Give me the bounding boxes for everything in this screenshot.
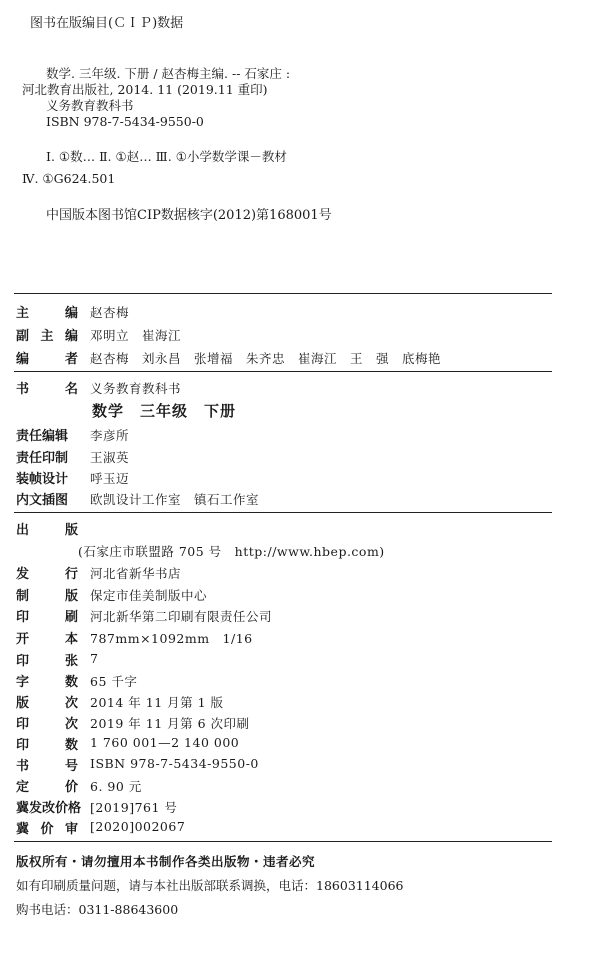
value-edition: 2014 年 11 月第 1 版 (90, 695, 224, 710)
cip-heading: 图书在版编目(ＣＩＰ)数据 (30, 16, 184, 31)
label-responsible-editor: 责任编辑 (16, 429, 69, 444)
value-compilers: 赵杏梅 刘永昌 张增福 朱齐忠 崔海江 王 强 底梅艳 (90, 351, 442, 366)
value-chief-editor: 赵杏梅 (90, 305, 130, 320)
label-distribution: 发 行 (16, 567, 78, 582)
value-book-number: ISBN 978-7-5434-9550-0 (90, 756, 259, 771)
label-impression: 印 次 (16, 717, 78, 732)
label-deputy-editor: 副 主 编 (16, 329, 78, 344)
value-responsible-editor: 李彦所 (90, 428, 130, 443)
value-illustration: 欧凯设计工作室 镇石工作室 (90, 492, 260, 507)
cip-line-2: 河北教育出版社, 2014. 11 (2019.11 重印) (22, 82, 268, 97)
value-print-run: 1 760 001—2 140 000 (90, 735, 240, 750)
label-platemaking: 制 版 (16, 589, 78, 604)
label-illustration: 内文插图 (16, 493, 69, 508)
label-chief-editor: 主 编 (16, 306, 78, 321)
label-print-run: 印 数 (16, 738, 78, 753)
value-price: 6. 90 元 (90, 779, 142, 794)
label-word-count: 字 数 (16, 675, 78, 690)
label-format: 开 本 (16, 632, 78, 647)
cip-line-4: ISBN 978-7-5434-9550-0 (46, 114, 204, 129)
label-price-approval: 冀发改价格 (16, 801, 82, 816)
value-responsible-printing: 王淑英 (90, 450, 130, 465)
cip-line-5: Ⅰ. ①数… Ⅱ. ①赵… Ⅲ. ①小学数学课－教材 (46, 149, 287, 164)
value-cover-design: 呼玉迈 (90, 471, 130, 486)
label-price: 定 价 (16, 780, 78, 795)
book-title: 数学 三年级 下册 (92, 402, 237, 420)
value-sheets: 7 (90, 651, 99, 666)
value-price-approval: [2019]761 号 (90, 800, 178, 815)
divider-3 (14, 512, 552, 513)
cip-line-7: 中国版本图书馆CIP数据核字(2012)第168001号 (46, 208, 332, 223)
cip-line-3: 义务教育教科书 (46, 98, 134, 113)
label-printing: 印 刷 (16, 610, 78, 625)
label-book-number: 书 号 (16, 759, 78, 774)
cip-line-1: 数学. 三年级. 下册 / 赵杏梅主编. -- 石家庄 : (46, 66, 291, 81)
label-publisher: 出 版 (16, 523, 78, 538)
cip-line-6: Ⅳ. ①G624.501 (22, 171, 116, 186)
label-cover-design: 装帧设计 (16, 472, 69, 487)
label-book-name: 书 名 (16, 382, 78, 397)
label-sheets: 印 张 (16, 654, 78, 669)
purchase-phone: 购书电话：0311-88643600 (16, 902, 179, 917)
divider-4 (14, 841, 552, 842)
value-impression: 2019 年 11 月第 6 次印刷 (90, 716, 250, 731)
value-price-review: [2020]002067 (90, 819, 186, 834)
value-deputy-editor: 邓明立 崔海江 (90, 328, 182, 343)
divider-2 (14, 371, 552, 372)
label-edition: 版 次 (16, 696, 78, 711)
quality-notice: 如有印刷质量问题，请与本社出版部联系调换，电话：18603114066 (16, 878, 404, 893)
value-distribution: 河北省新华书店 (90, 566, 182, 581)
label-responsible-printing: 责任印制 (16, 451, 69, 466)
divider-1 (14, 293, 552, 294)
value-book-series: 义务教育教科书 (90, 381, 182, 396)
value-format: 787mm×1092mm 1/16 (90, 631, 253, 646)
value-publisher-address: (石家庄市联盟路 705 号 http://www.hbep.com) (78, 544, 385, 559)
label-price-review: 冀 价 审 (16, 822, 78, 837)
value-platemaking: 保定市佳美制版中心 (90, 588, 208, 603)
value-printing: 河北新华第二印刷有限责任公司 (90, 609, 273, 624)
label-compilers: 编 者 (16, 352, 78, 367)
copyright-notice: 版权所有・请勿擅用本书制作各类出版物・违者必究 (16, 854, 316, 869)
value-word-count: 65 千字 (90, 674, 138, 689)
